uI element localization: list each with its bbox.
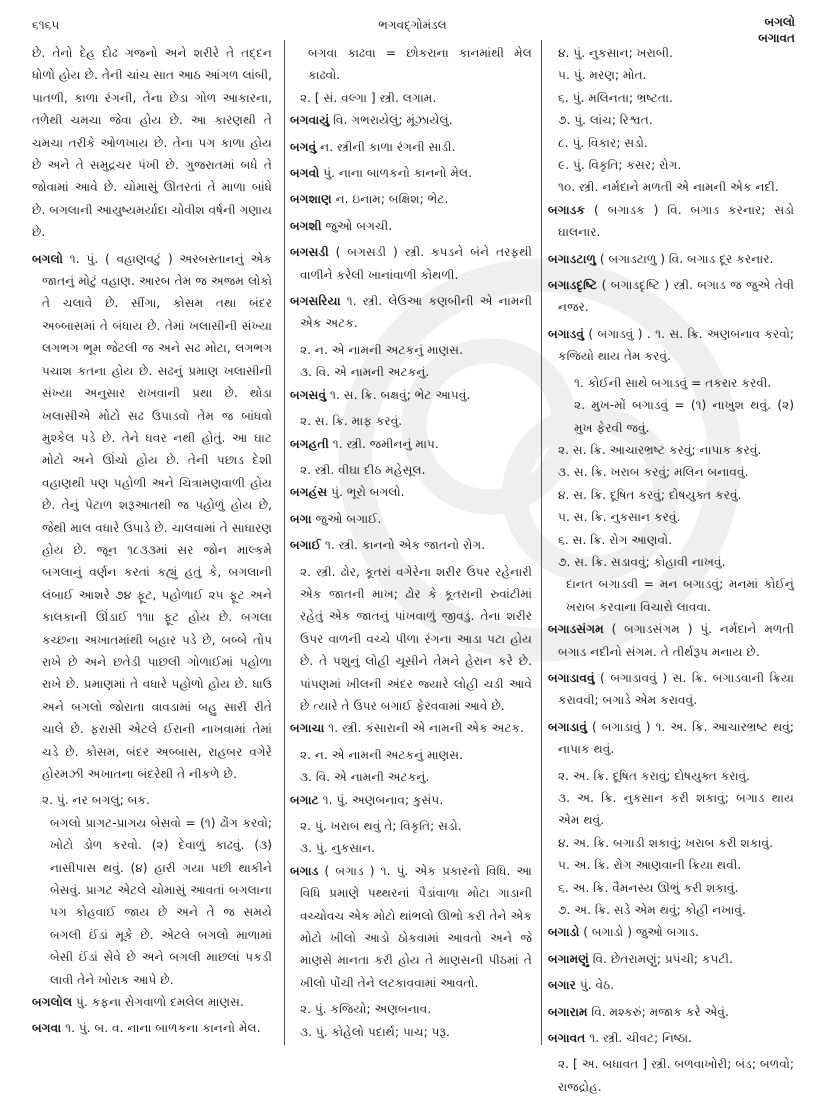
definition: ૧. સ્ત્રી. કાનનો એક જાતનો રોગ. bbox=[321, 538, 486, 553]
idiom-phrase: દાનત બગાડવી = મન બગાડવું; મનમાં કોઈનું ખરાબ કરવાના વિચારો લાવવા. bbox=[566, 577, 794, 614]
definition: ( બગાડાવવું ) સ. ક્રિ. બગાડવાની ક્રિયા કરાવવી; બગાડે એમ કરાવવું. bbox=[558, 670, 794, 708]
sense-definition: ૫. સ. ક્રિ. નુકસાન કરવું. bbox=[558, 510, 681, 525]
sense-definition: ૫. પું. મરણ; મોત. bbox=[558, 68, 647, 83]
dictionary-entry bbox=[548, 716, 794, 761]
sense-definition: ૨. સ. ક્રિ. માફ કરવું. bbox=[300, 414, 403, 429]
sense-definition: ૮. પું. વિકાર; સડો. bbox=[558, 135, 648, 150]
sense-definition: ૩. પું. કોહેલો પદાર્થ; પાચ; પરૂ. bbox=[300, 1024, 450, 1039]
definition: ન. ઇનામ; બક્ષિશ; ભેટ. bbox=[331, 192, 449, 207]
definition: જુઓ બગચી. bbox=[321, 218, 393, 233]
headword: બગાડવું bbox=[548, 326, 584, 341]
column-left bbox=[32, 42, 272, 1044]
headword: બગાચા bbox=[290, 721, 325, 736]
dictionary-entry bbox=[290, 188, 532, 210]
dictionary-entry bbox=[548, 274, 794, 319]
definition: ૧. સ્ત્રી. કંસારાની એ નામની એક અટક. bbox=[324, 721, 525, 736]
dictionary-entry bbox=[290, 384, 532, 406]
sense-definition: ૪. અ. ક્રિ. બગાડી શકાવું; ખરાબ કરી શકાવું. bbox=[558, 835, 773, 850]
definition: ૧. સ્ત્રી. લેઉઆ કણબીની એ નામની એક અટક. bbox=[300, 294, 532, 331]
dictionary-entry bbox=[548, 921, 794, 943]
sense-definition: ૨. અ. ક્રિ. દૂષિત કરાવું; દોષયુક્ત કરાવું. bbox=[558, 768, 751, 783]
dictionary-entry bbox=[290, 860, 532, 994]
definition: પું. વેઠ. bbox=[575, 978, 615, 993]
dictionary-entry bbox=[548, 667, 794, 712]
sense-definition: ૬. અ. ક્રિ. વૈમનસ્ય ઊભું કરી શકાવું. bbox=[558, 880, 739, 895]
dictionary-entry bbox=[548, 323, 794, 368]
headword: બગાડટાળુ bbox=[548, 251, 596, 266]
headword: બગાડસંગમ bbox=[548, 622, 604, 637]
sense-definition: ૩. પું. નુકસાન. bbox=[300, 841, 376, 856]
definition: પું. કફના રોગવાળો દમલેલ માણસ. bbox=[72, 995, 244, 1010]
headword: બગાડાવું bbox=[548, 719, 587, 734]
headword: બગહતી bbox=[290, 436, 329, 451]
definition: ( બગાડવું ) . ૧. સ. ક્રિ. અણબનાવ કરવો; કજિયો થાય તેમ કરવું. bbox=[558, 326, 794, 364]
sense-definition: ૨. સ્ત્રી. વીઘા દીઠ મહેસૂલ. bbox=[300, 462, 426, 477]
guide-word-last: બગાવત bbox=[758, 31, 795, 45]
definition: ( બગાડાવું ) ૧. અ. ક્રિ. આચારભ્રષ્ટ થવું; નાપાક થવું. bbox=[558, 719, 794, 757]
dictionary-entry bbox=[548, 248, 794, 270]
dictionary-entry bbox=[290, 162, 532, 184]
headword: બગાઈ bbox=[290, 538, 322, 553]
definition: વિ. ગભરાયેલું; મૂંઝાયેલું. bbox=[329, 113, 453, 128]
headword: બગલો bbox=[32, 251, 63, 266]
definition: પું. નાના બાળકનો કાનનો મેલ. bbox=[319, 166, 473, 181]
sense-definition: ૭. અ. ક્રિ. સડે એમ થવું; કોહી નખાવું. bbox=[558, 903, 746, 918]
sense-definition: ૯. પું. વિકૃતિ; કસર; રોગ. bbox=[558, 158, 682, 173]
headword: બગસવું bbox=[290, 387, 327, 402]
sense-definition: ૨. પું. કજિયો; અણબનાવ. bbox=[300, 1002, 432, 1017]
column-right bbox=[548, 42, 794, 1098]
sense-definition: ૪. સ. ક્રિ. દૂષિત કરવું; દોષયુક્ત કરવું. bbox=[558, 487, 742, 502]
headword: બગાડો bbox=[548, 925, 580, 940]
continued-definition: છે. તેનો દેહ દોઢ ગજનો અને શરીરે તે તદ્દન ધોળો હોય છે. તેની ચાંચ સાત આઠ આંગળ લાંબી, પાતળી, કાળા રંગની, તેના છેડા ગોળ આકારના, તળેથી ચમચા જેવા હોય છે. આ કારણથી તે ચમચા તરીકે ઓળખાય છે. તેના પગ કાળા હોય છે અને તે સમુદ્રચર પંખી છે. ગુજરાતમાં બધે તે જોવામાં આવે છે. ચોમાસું ઊતરતાં તે માળા બાંધે છે. બગલાની આયુષ્યમર્યાદા ચોવીશ વર્ષની ગણાય છે. bbox=[32, 46, 272, 240]
sense-definition: ૬. પું. મલિનતા; ભ્રષ્ટતા. bbox=[558, 90, 673, 105]
dictionary-entry bbox=[32, 1017, 272, 1039]
dictionary-entry bbox=[548, 948, 794, 970]
sense-definition: ૩. વિ. એ નામની અટકનું. bbox=[300, 365, 430, 380]
headword: બગારામ bbox=[548, 1004, 588, 1019]
headword: બગાટ bbox=[290, 792, 319, 807]
dictionary-entry bbox=[290, 534, 532, 556]
sense-definition: ૨. સ્ત્રી. ઢોર, કૂતરાં વગેરેના શરીર ઉપર રહેનારી એક જાતની માખ; ઢોર કે કૂતરાની રુવાંટીમાં રહેતું એક જાતનું પાંખવાળું જીવડું. તેના શરીર ઉપર વાળની વચ્ચે પીળા રંગના આડા પટા હોય છે. તે પશુનું લોહી ચૂસીને તેમને હેરાન કરે છે. પાંપણમાં ખીલની અંદર જ્યારે લોહી ચડી આવે છે ત્યારે તે ઉપર બગાઈ ફેરવવામાં આવે છે. bbox=[300, 564, 532, 713]
definition: ( બગાડ ) ૧. પું. એક પ્રકારનો વિધિ. આ વિધિ પ્રમાણે પથ્થરનાં પૈડાંવાળા મોટા ગાડાની વચ્ચોવચ એક મોટો થાંભલો ઊભો કરી તેને એક મોટો ખીલો આડો ઠોકવામાં આવતો અને જે માણસે માનતા કરી હોય તે માણસની પીઠમાં તે ખીલો પોંચી તેને લટકાવવામાં આવતો. bbox=[300, 863, 532, 990]
dictionary-entry bbox=[548, 618, 794, 663]
sense-definition: ૨. ન. એ નામની અટકનું માણસ. bbox=[300, 342, 464, 357]
sense-definition: ૭. પું. લાંચ; રિશ્વત. bbox=[558, 113, 653, 128]
definition: ૧. પું. બ. વ. નાના બાળકના કાનનો મેલ. bbox=[61, 1021, 261, 1036]
definition: ૧. પું. ( વહાણવટું ) અરબસ્તાનનું એક જાતનું મોટું વહાણ. આરબ તેમ જ અજમ લોકો તે ચલાવે છે. સીંગા, કોસમ તથા બંદર અબ્બાસમાં તે બંધાય છે. તેમાં ખલાસીની સંખ્યા લગભગ ભૂમ જેટલી જ અને સઢ મોટા, લગભગ પચાશ કતના હોય છે. સઢનું પ્રમાણ ખલાસીની સંખ્યા અનુસાર રાખવાની પ્રથા છે. થોડા ખલાસીએ મોટો સઢ ઉપાડવો તેમ જ બાંધવો મુશ્કેલ પડે છે. તેને ધવર નથી હોતું. આ ઘાટ મોટો અને ઊંચો હોય છે. તેની પછાડ દેશી વહાણથી પણ પહોળી અને ચિત્રામણવાળી હોય છે. તેનું પેટાળ શરૂઆતથી જ પહોળું હોય છે, જેથી માલ વધારે ઉપાડે છે. ચાલવામાં તે સાધારણ હોય છે. જૂન ૧૮૩૩માં સર જોન માલ્કમે બગલાનું વર્ણન કરતાં કહ્યું હતું કે, બગલાની લંબાઈ આશરે ૭૪ ફૂટ, પહોળાઈ ૨૫ ફૂટ અને કાલકાની ઊંડાઈ ૧૧ાા ફૂટ હોય છે. બગલા કચ્છના અખાતમાંથી બહાર પડે છે, બબ્બે તોપ રાખે છે અને છતેડી પાછલી ગોળાઈમાં પહોળા રાખે છે. પ્રમાણમાં તે વધારે પહોળો હોય છે. ધાઉ અને બગલો જોરાતા વાવડામાં બહુ સારી રીતે ચાલે છે. ફરાસી એટલે ઈરાની નાખવામાં તેમાં ચડે છે. કોસમ, બંદર અબ્બાસ, રાહબર વગેરે હોરમઝી અખાતના બંદરેથી તે નીકળે છે. bbox=[42, 251, 272, 781]
definition: જુઓ બગાઈ. bbox=[311, 511, 382, 526]
headword: બગશાણ bbox=[290, 192, 332, 207]
sense-definition: ૩. વિ. એ નામની અટકનું. bbox=[300, 770, 430, 785]
guide-word-first: બગલો bbox=[764, 15, 795, 29]
definition: ( બગસડી ) સ્ત્રી. કપડને બંને તરફથી વાળીને કરેલી ખાનાંવાળી કોથળી. bbox=[300, 245, 532, 282]
headword: બગવાયું bbox=[290, 113, 330, 128]
dictionary-entry bbox=[290, 717, 532, 739]
dictionary-entry bbox=[290, 241, 532, 286]
headword: બગાડ bbox=[290, 863, 319, 878]
dictionary-entry bbox=[290, 215, 532, 237]
dictionary-entry bbox=[290, 290, 532, 335]
definition: ( બગાડસંગમ ) પું. નર્મદાને મળતી બગાડ નદીનો સંગમ. તે તીર્થરૂપ મનાય છે. bbox=[558, 622, 794, 659]
sense-definition: ૬. સ. ક્રિ. રોગ આણવો. bbox=[558, 532, 673, 547]
dictionary-entry bbox=[548, 1001, 794, 1023]
definition: વિ. છેતરામણું; પ્રપંચી; કપટી. bbox=[588, 951, 733, 966]
definition: ન. સ્ત્રીની કાળા રંગની સાડી. bbox=[316, 139, 456, 154]
definition: ૧. પું. અણબનાવ; કુસંપ. bbox=[318, 792, 444, 807]
dictionary-entry bbox=[548, 974, 794, 996]
definition: વિ. મશ્કરું; મજાક કરે એવું. bbox=[587, 1004, 729, 1019]
sense-definition: ૧૦. સ્ત્રી. નર્મદાને મળતી એ નામની એક નદી. bbox=[558, 180, 779, 195]
dictionary-entry bbox=[32, 248, 272, 786]
dictionary-entry bbox=[290, 481, 532, 503]
headword: બગાડક bbox=[548, 202, 585, 217]
headword: બગહંસ bbox=[290, 485, 328, 500]
idiom-phrase: બગવા કાઢવા = છોકરાના કાનમાંથી મેલ કાઢવો. bbox=[308, 46, 532, 83]
sense-definition: ૨. મુખ-મોં બગાડવું = (૧) નાખુશ થવું. (૨) મુખ ફેરવી જવું. bbox=[574, 398, 794, 435]
sense-definition: ૪. પું. નુકસાન; ખરાબી. bbox=[558, 46, 674, 60]
definition: ( બગાડદૃષ્ટિ ) સ્ત્રી. બગાડ જ જુએ તેવી નજર. bbox=[558, 278, 794, 315]
sense-definition: ૨. [ અ. બધાવત ] સ્ત્રી. બળવાખોરી; બંડ; બળવો; રાજદ્રોહ. bbox=[558, 1057, 794, 1094]
sense-definition: ૨. પું. નર બગલું; બક. bbox=[42, 793, 150, 808]
dictionary-entry bbox=[290, 789, 532, 811]
book-title: ભગવદ્ગોમંડલ bbox=[378, 18, 447, 32]
headword: બગાડદૃષ્ટિ bbox=[548, 278, 598, 293]
dictionary-entry bbox=[290, 433, 532, 455]
column-divider-2 bbox=[541, 40, 542, 1045]
headword: બગાર bbox=[548, 978, 576, 993]
dictionary-entry bbox=[290, 136, 532, 158]
definition: ( બગાડટાળુ ) વિ. બગાડ દૂર કરનાર. bbox=[595, 251, 774, 266]
column-middle bbox=[290, 42, 532, 1043]
sense-definition: ૫. અ. ક્રિ. રોગ આણવાની ક્રિયા થવી. bbox=[558, 858, 742, 873]
dictionary-entry bbox=[548, 199, 794, 244]
headword: બગા bbox=[290, 511, 312, 526]
definition: ( બગાડો ) જુઓ બગાડ. bbox=[579, 925, 699, 940]
headword: બગશી bbox=[290, 218, 322, 233]
definition: ૧. સ. ક્રિ. બક્ષવું; ભેટ આપવું. bbox=[326, 387, 471, 402]
headword: બગલોલ bbox=[32, 995, 73, 1010]
headword: બગસડી bbox=[290, 245, 329, 260]
sense-definition: ૨. સ. ક્રિ. આચારભ્રષ્ટ કરવું; નાપાક કરવું. bbox=[558, 442, 762, 457]
sense-definition: ૨. [ સં. વલ્ગા ] સ્ત્રી. લગામ. bbox=[300, 90, 437, 105]
headword: બગાડાવવું bbox=[548, 670, 595, 685]
sense-definition: ૨. ન. એ નામની અટકનું માણસ. bbox=[300, 747, 464, 762]
definition: ૧. સ્ત્રી. જમીનનું માપ. bbox=[328, 436, 439, 451]
headword: બગવું bbox=[290, 139, 317, 154]
headword: બગવા bbox=[32, 1021, 62, 1036]
dictionary-entry bbox=[290, 109, 532, 131]
headword: બગાવત bbox=[548, 1031, 586, 1046]
sense-definition: ૨. પું. ખરાબ થવું તે; વિકૃતિ; સડો. bbox=[300, 819, 462, 833]
headword: બગામણું bbox=[548, 951, 589, 966]
definition: પું. ભૂરો બગલો. bbox=[327, 485, 405, 500]
idiom-phrase: બગલો પ્રાગટ-પ્રાગય બેસવો = (૧) ઢોંગ કરવો; ખોટો ડોળ કરવો. (૨) દેવાળું કાઢવું. (૩) નાસીપાસ થવું. (૪) હારી ગયા પછી થાકીને બેસવું. પ્રાગટ એટલે ચોમાસું આવતાં બગલાના પગ કોહવાઈ જાય છે અને તે જ સમયે બગલી ઈંડાં મૂકે છે. એટલે બગલો માળામાં બેસી ઈંડાં સેવે છે અને બગલી માછલાં પકડી લાવી તેને ખોરાક આપે છે. bbox=[50, 815, 272, 987]
sense-definition: ૭. સ. ક્રિ. સડાવવું; કોહાવી નાખવું. bbox=[558, 554, 726, 569]
headword: બગસરિયા bbox=[290, 294, 341, 309]
definition: ૧. સ્ત્રી. ચીવટ; નિષ્ઠા. bbox=[585, 1031, 693, 1046]
column-divider-1 bbox=[284, 40, 285, 1045]
sense-definition: ૧. કોઈની સાથે બગાડવું = તકરાર કરવી. bbox=[574, 375, 772, 390]
dictionary-entry bbox=[32, 991, 272, 1013]
page-number: ૬૧૬૫ bbox=[32, 18, 60, 32]
definition: ( બગાડક ) વિ. બગાડ કરનાર; સડો ઘાલનાર. bbox=[558, 202, 794, 240]
sense-definition: ૩. અ. ક્રિ. નુકસાન કરી શકાવું; બગાડ થાય એમ થવું. bbox=[558, 791, 794, 828]
headword: બગવો bbox=[290, 166, 320, 181]
dictionary-entry bbox=[548, 1027, 794, 1049]
sense-definition: ૩. સ. ક્રિ. ખરાબ કરવું; મલિન બનાવવું. bbox=[558, 465, 749, 480]
dictionary-entry bbox=[290, 508, 532, 530]
